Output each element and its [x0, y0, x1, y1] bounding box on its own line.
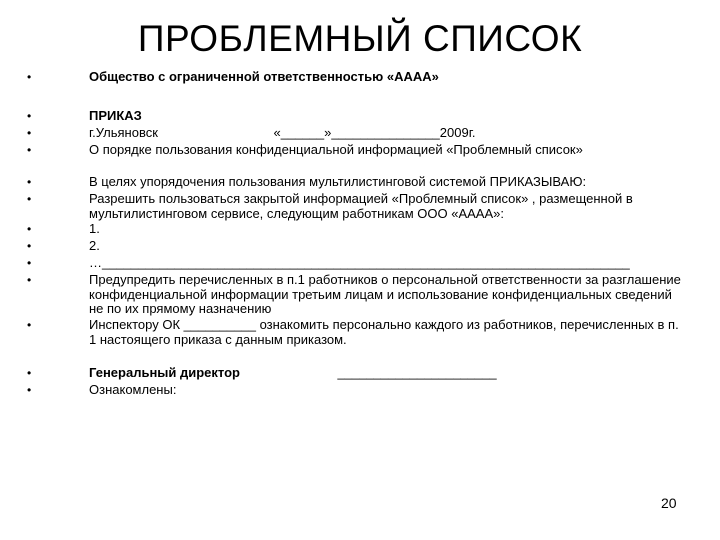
item-text: Общество с ограниченной ответственностью «АААА» — [89, 69, 439, 84]
bullet: • — [27, 192, 32, 206]
item-text: О порядке пользования конфиденциальной информацией «Проблемный список» — [89, 142, 583, 157]
item-text: Инспектору ОК __________ ознакомить персонально каждого из работников, перечисленных в п. 1 настоящего приказа с данным приказом. — [89, 317, 679, 347]
bullet: • — [27, 175, 32, 189]
signature-blank: ______________________ — [240, 365, 497, 380]
bullet: • — [27, 109, 32, 123]
item-text: Предупредить перечисленных в п.1 работников о персональной ответственности за разглашение конфиденциальной информации третьим лицам и использование конфиденциальных сведений не по их прямому назначению — [89, 272, 681, 316]
item-text: Ознакомлены: — [89, 382, 177, 397]
item-text: Разрешить пользоваться закрытой информацией «Проблемный список» , размещенной в мультилистинговом сервисе, следующим работникам ООО «АААА»: — [89, 191, 633, 221]
item-text: ПРИКАЗ — [89, 108, 142, 123]
bullet: • — [27, 383, 32, 397]
slide-title: ПРОБЛЕМНЫЙ СПИСОК — [137, 18, 583, 59]
bullet: • — [27, 143, 32, 157]
bullet: • — [27, 318, 32, 332]
bullet: • — [27, 256, 32, 270]
page-number: 20 — [661, 495, 677, 511]
bullet: • — [27, 273, 32, 287]
bullet: • — [27, 239, 32, 253]
director-title: Генеральный директор — [89, 365, 240, 380]
item-text: 1. — [89, 221, 100, 236]
bullet: • — [27, 222, 32, 236]
bullet: • — [27, 70, 32, 84]
item-text: В целях упорядочения пользования мультилистинговой системой ПРИКАЗЫВАЮ: — [89, 174, 587, 189]
item-text: 2. — [89, 238, 100, 253]
bullet: • — [27, 126, 32, 140]
item-text: г.Ульяновск «______»_______________2009г. — [89, 125, 476, 140]
bullet: • — [27, 366, 32, 380]
signature-line — [89, 366, 684, 381]
item-text: …_________________________________________________________________________ — [89, 256, 630, 270]
